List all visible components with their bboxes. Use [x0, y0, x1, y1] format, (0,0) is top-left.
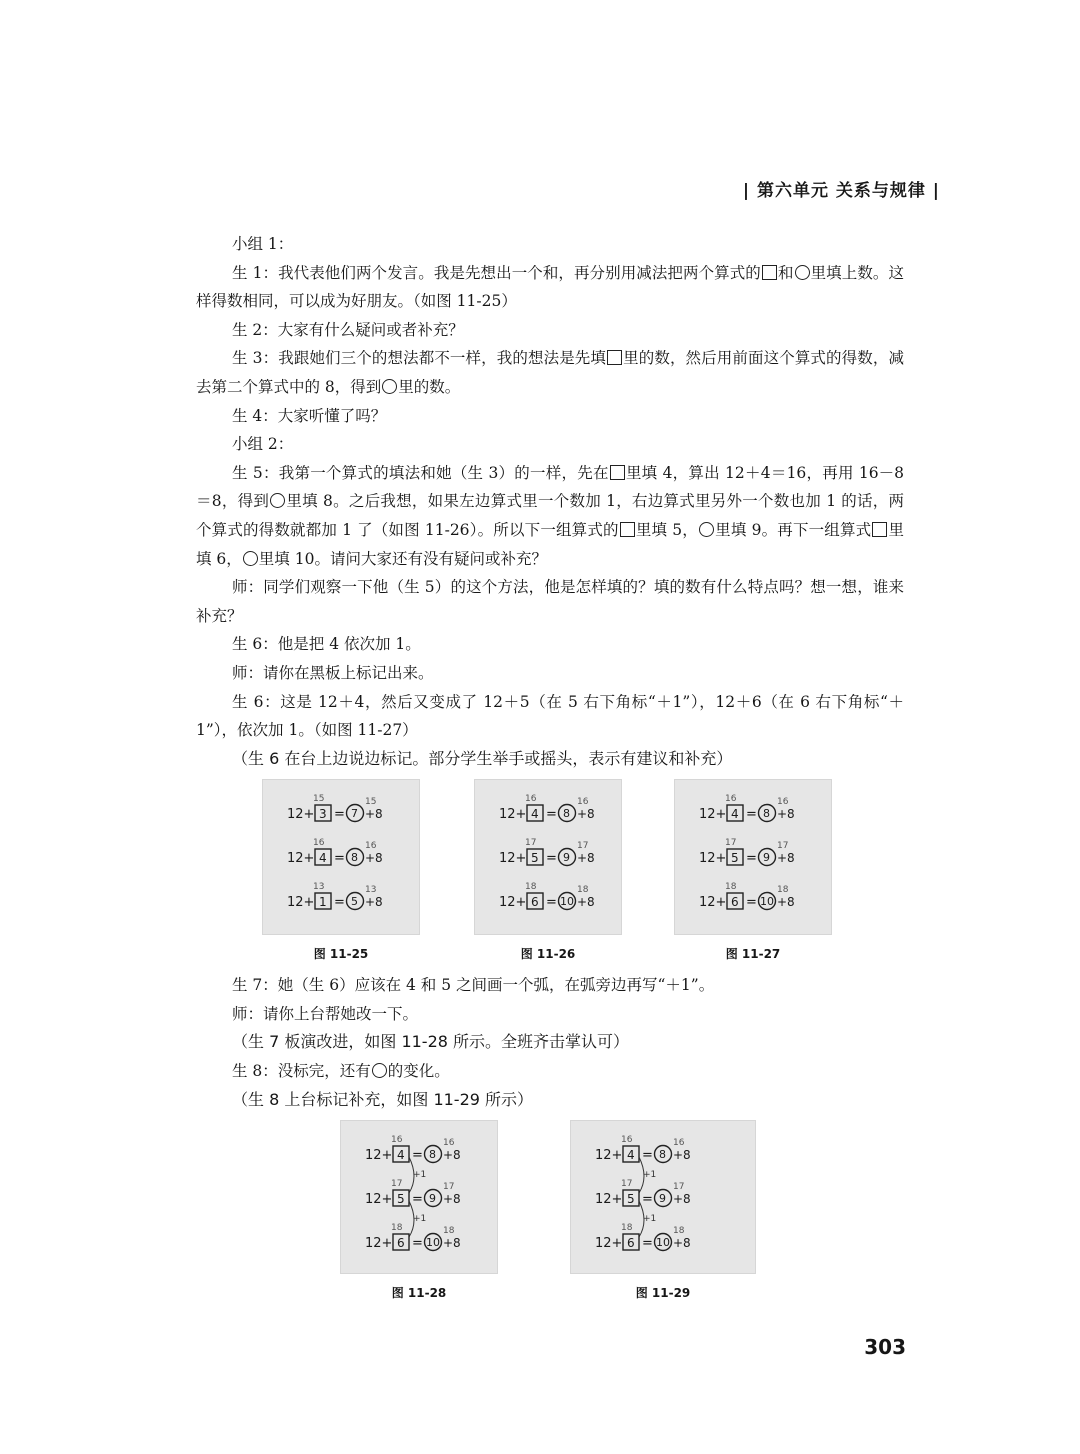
paragraph-student3: [196, 344, 904, 401]
paragraph-teacher1: 师：同学们观察一下他（生 5）的这个方法，他是怎样填的？填的数有什么特点吗？想一想，谁来补充？: [196, 578, 904, 625]
handwritten-note: 13: [365, 885, 377, 896]
handwritten-note: 16: [577, 797, 589, 808]
figure-caption: 图 11-26: [520, 947, 576, 962]
equals-sign: =: [746, 895, 757, 911]
equals-sign: =: [334, 807, 345, 823]
figure-caption: 图 11-25: [313, 947, 369, 962]
handwritten-note: 18: [525, 882, 537, 893]
equals-sign: =: [642, 1192, 653, 1208]
box-value: 5: [397, 1192, 405, 1207]
handwritten-note: 17: [443, 1182, 455, 1193]
text: 里填上数。这样得数相同，可以成为好朋友。（如图 11-25）: [196, 263, 904, 311]
handwritten-note: 18: [725, 882, 737, 893]
circle-value: 9: [763, 851, 770, 865]
figure-row-2: [196, 1120, 904, 1310]
handwritten-note: 15: [313, 794, 325, 805]
circle-symbol: [382, 379, 397, 394]
figure-caption: 图 11-27: [725, 947, 781, 962]
text: 生 5：我第一个算式的填法和她（生 3）的一样，先在: [232, 463, 609, 482]
paragraph-note1: （生 6 在台上边说边标记。部分学生举手或摇头，表示有建议和补充）: [232, 748, 733, 768]
paragraph-group1-title: 小组 1：: [232, 235, 294, 253]
text: 里填 8。之后我想，如果左边算式里一个数加 1，右边算式里另外一个数也加 1 的话，两个算式的得数就都加 1 了（如图 11-26）。所以下一组算式的: [196, 492, 904, 539]
equation-rhs: +8: [443, 1236, 461, 1251]
box-value: 6: [531, 895, 539, 910]
handwritten-note: 17: [525, 838, 537, 849]
handwritten-note: 18: [777, 885, 789, 896]
equals-sign: =: [412, 1148, 423, 1164]
equation-lhs: 12+: [595, 1148, 623, 1164]
figure-11-25: [262, 779, 420, 962]
equation-lhs: 12+: [365, 1148, 393, 1164]
equation-lhs: 12+: [595, 1192, 623, 1208]
handwritten-note: 17: [777, 841, 789, 852]
circle-value: 9: [429, 1192, 436, 1206]
equals-sign: =: [546, 851, 557, 867]
box-value: 3: [319, 807, 327, 822]
circle-value: 10: [760, 895, 774, 909]
circle-value: 10: [656, 1236, 670, 1250]
box-value: 6: [627, 1236, 635, 1251]
circle-value: 8: [351, 851, 358, 865]
figure-11-26: [474, 779, 622, 962]
paragraph-student4: 生 4：大家听懂了吗？: [232, 406, 387, 425]
figure-row-1: [196, 779, 904, 971]
handwritten-note: 16: [365, 841, 377, 852]
equation-lhs: 12+: [365, 1192, 393, 1208]
box-symbol: [872, 522, 887, 537]
box-value: 5: [731, 851, 739, 866]
paragraph-student1: 生 1：我代表他们两个发言。我是先想出一个和，再分别用减法把两个算式的 和 里填上数。这样得数相同，可以成为好朋友。（如图 11-25）: [196, 263, 904, 311]
paragraph-teacher2: 师：请你在黑板上标记出来。: [232, 663, 434, 682]
paragraph-student8: [196, 1057, 904, 1086]
paragraph-student6-explain: 生 6：这是 12＋4，然后又变成了 12＋5（在 5 右下角标“＋1”），12＋6（在 6 右下角标“＋1”），依次加 1。（如图 11-27）: [196, 692, 904, 740]
equation-lhs: 12+: [287, 895, 315, 911]
equation-rhs: +8: [365, 807, 383, 822]
box-value: 6: [397, 1236, 405, 1251]
circle-value: 9: [563, 851, 570, 865]
text: 里填 5，: [635, 520, 698, 539]
paragraph-note3: （生 8 上台标记补充，如图 11-29 所示）: [232, 1089, 534, 1109]
handwritten-note: 18: [391, 1223, 403, 1234]
circle-value: 5: [351, 895, 358, 909]
increment-label: +1: [643, 1170, 657, 1181]
circle-value: 8: [563, 807, 570, 821]
box-value: 6: [731, 895, 739, 910]
circle-symbol: [372, 1063, 387, 1078]
paragraph-note2: （生 7 板演改进，如图 11-28 所示。全班齐击掌认可）: [232, 1032, 630, 1052]
equals-sign: =: [412, 1236, 423, 1252]
figure-photo: [570, 1120, 756, 1274]
handwritten-note: 16: [673, 1138, 685, 1149]
equation-rhs: +8: [777, 807, 795, 822]
handwritten-note: 18: [577, 885, 589, 896]
text: 里的数，然后用前面这个算式的得数，减去第二个算式中的 8，得到: [196, 349, 904, 396]
handwritten-note: 16: [621, 1135, 633, 1146]
paragraph-student2: 生 2：大家有什么疑问或者补充？: [232, 320, 464, 339]
figure-caption: 图 11-28: [391, 1286, 447, 1301]
box-symbol: [762, 265, 777, 280]
equation-rhs: +8: [777, 851, 795, 866]
handwritten-note: 17: [621, 1179, 633, 1190]
page-body: [196, 230, 904, 1310]
circle-symbol: [270, 493, 285, 508]
equation-lhs: 12+: [499, 807, 527, 823]
equals-sign: =: [412, 1192, 423, 1208]
equals-sign: =: [546, 895, 557, 911]
paragraph-student6: 生 6：他是把 4 依次加 1。: [232, 635, 421, 654]
box-value: 1: [319, 895, 327, 910]
handwritten-note: 16: [525, 794, 537, 805]
text: 里填 10。请问大家还有没有疑问或补充？: [258, 549, 547, 568]
handwritten-note: 16: [391, 1135, 403, 1146]
equals-sign: =: [746, 851, 757, 867]
text: 生 3：我跟她们三个的想法都不一样，我的想法是先填: [232, 349, 607, 368]
paragraph-teacher3: 师：请你上台帮她改一下。: [232, 1004, 419, 1023]
text: 里填 6，: [196, 520, 904, 568]
circle-value: 9: [659, 1192, 666, 1206]
equation-rhs: +8: [577, 895, 595, 910]
figure-photo: [340, 1120, 498, 1274]
equation-rhs: +8: [673, 1148, 691, 1163]
equals-sign: =: [334, 851, 345, 867]
paragraph-group2-title: 小组 2：: [232, 435, 294, 454]
handwritten-note: 16: [725, 794, 737, 805]
equation-rhs: +8: [777, 895, 795, 910]
equation-lhs: 12+: [365, 1236, 393, 1252]
circle-value: 10: [560, 895, 574, 909]
handwritten-note: 18: [673, 1226, 685, 1237]
equation-lhs: 12+: [699, 895, 727, 911]
handwritten-note: 16: [777, 797, 789, 808]
box-value: 4: [397, 1148, 405, 1163]
figure-11-27: [674, 779, 832, 962]
box-symbol: [607, 350, 622, 365]
handwritten-note: 17: [725, 838, 737, 849]
equals-sign: =: [642, 1236, 653, 1252]
box-value: 4: [627, 1148, 635, 1163]
equals-sign: =: [746, 807, 757, 823]
increment-label: +1: [413, 1214, 427, 1225]
equation-lhs: 12+: [287, 807, 315, 823]
page-number: 303: [864, 1335, 906, 1359]
circle-value: 8: [659, 1148, 666, 1162]
circle-value: 8: [429, 1148, 436, 1162]
equation-rhs: +8: [443, 1192, 461, 1207]
circle-value: 7: [351, 807, 358, 821]
circle-symbol: [699, 522, 714, 537]
equation-rhs: +8: [365, 895, 383, 910]
equation-rhs: +8: [443, 1148, 461, 1163]
paragraph-student7: 生 7：她（生 6）应该在 4 和 5 之间画一个弧，在弧旁边再写“＋1”。: [232, 976, 715, 995]
figure-photo: [474, 779, 622, 935]
equation-lhs: 12+: [595, 1236, 623, 1252]
equation-rhs: +8: [365, 851, 383, 866]
handwritten-note: 17: [673, 1182, 685, 1193]
text: 里填 9。再下一组算式: [714, 520, 872, 539]
equals-sign: =: [546, 807, 557, 823]
running-head: | 第六单元 关系与规律 |: [742, 181, 940, 201]
paragraph-student5: [196, 459, 904, 573]
equation-lhs: 12+: [499, 851, 527, 867]
handwritten-note: 13: [313, 882, 325, 893]
equation-lhs: 12+: [699, 851, 727, 867]
equation-lhs: 12+: [499, 895, 527, 911]
increment-label: +1: [413, 1170, 427, 1181]
circle-symbol: [243, 551, 258, 566]
handwritten-note: 17: [391, 1179, 403, 1190]
figure-11-28: [340, 1120, 498, 1301]
equals-sign: =: [334, 895, 345, 911]
equation-rhs: +8: [577, 851, 595, 866]
equation-rhs: +8: [577, 807, 595, 822]
box-value: 5: [531, 851, 539, 866]
circle-value: 10: [426, 1236, 440, 1250]
text: 里填 4，算出 12＋4＝16，再用 16－8＝8，得到: [196, 463, 904, 511]
box-value: 5: [627, 1192, 635, 1207]
circle-value: 8: [763, 807, 770, 821]
equation-rhs: +8: [673, 1236, 691, 1251]
handwritten-note: 16: [313, 838, 325, 849]
equation-lhs: 12+: [287, 851, 315, 867]
text: 的变化。: [387, 1062, 450, 1081]
figure-caption: 图 11-29: [635, 1286, 691, 1301]
text: 生 8：没标完，还有: [232, 1062, 371, 1081]
box-value: 4: [319, 851, 327, 866]
text: 生 1：我代表他们两个发言。我是先想出一个和，再分别用减法把两个算式的: [232, 263, 761, 282]
equation-rhs: +8: [673, 1192, 691, 1207]
circle-symbol: [795, 265, 810, 280]
figure-photo: [674, 779, 832, 935]
handwritten-note: 18: [621, 1223, 633, 1234]
box-symbol: [610, 465, 625, 480]
box-symbol: [620, 522, 635, 537]
figure-photo: [262, 779, 420, 935]
equals-sign: =: [642, 1148, 653, 1164]
handwritten-note: 17: [577, 841, 589, 852]
equation-lhs: 12+: [699, 807, 727, 823]
figure-11-29: [570, 1120, 756, 1301]
box-value: 4: [531, 807, 539, 822]
increment-label: +1: [643, 1214, 657, 1225]
handwritten-note: 16: [443, 1138, 455, 1149]
box-value: 4: [731, 807, 739, 822]
text: 里的数。: [398, 377, 461, 396]
handwritten-note: 18: [443, 1226, 455, 1237]
handwritten-note: 15: [365, 797, 377, 808]
